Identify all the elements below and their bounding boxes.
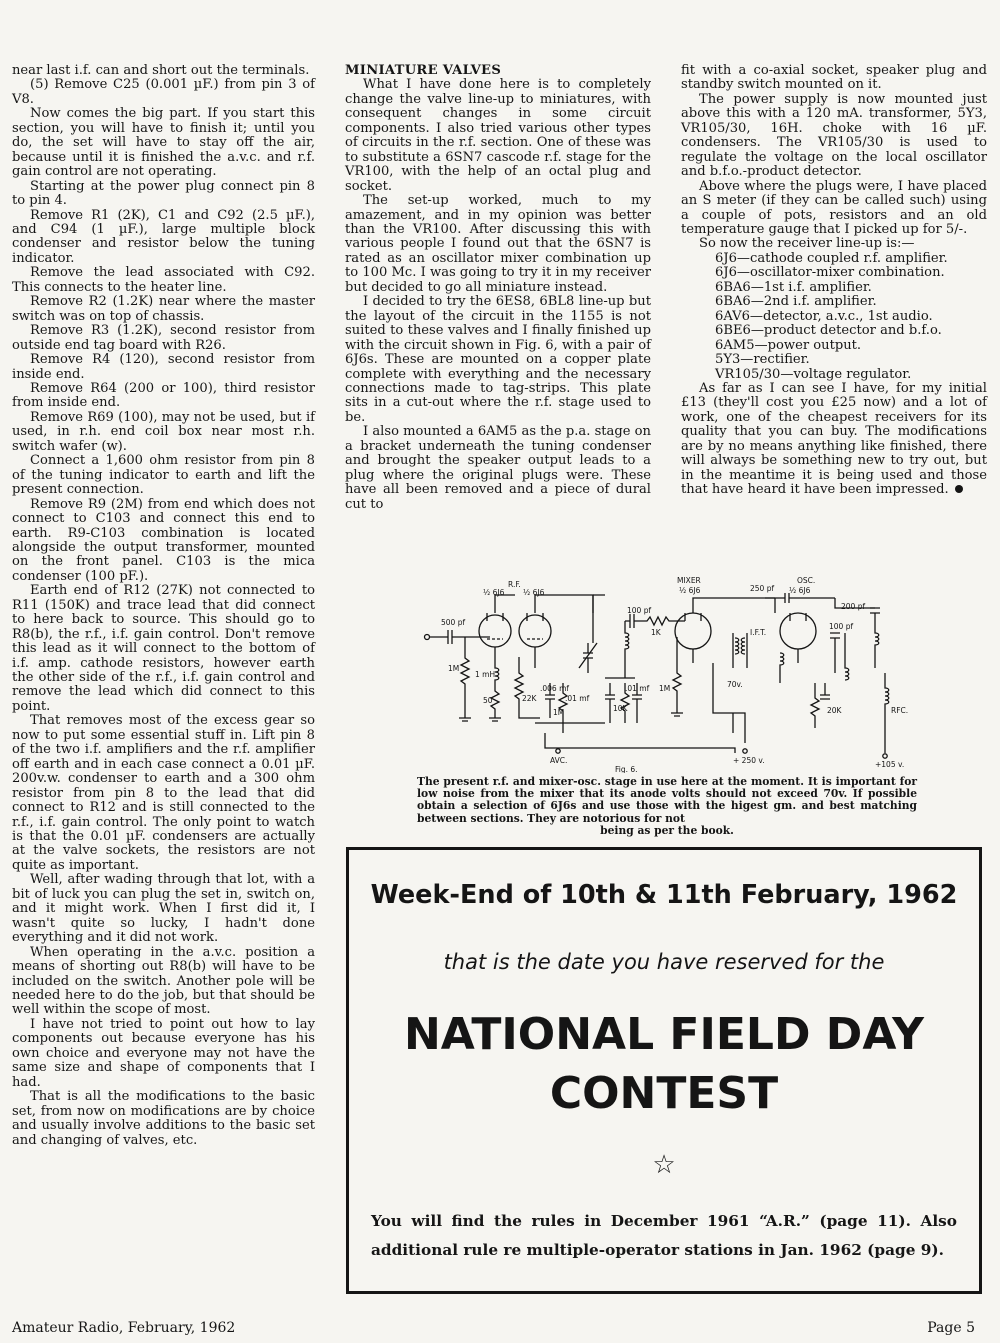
label-c-01a: .01 mf [565,694,590,703]
list-item: VR105/30—voltage regulator. [715,366,912,382]
figure-caption [417,776,917,837]
figure-label: Fig. 6. [615,765,638,773]
label-c-250: 250 pf [750,584,775,593]
page-footer-publication: Amateur Radio, February, 1962 [12,1320,236,1336]
title-line-1: NATIONAL FIELD DAY [403,1009,925,1060]
label-c-200: 200 pf [841,602,866,611]
label-b-105: +105 v. [875,760,905,769]
star-icon: ☆ [652,1150,676,1180]
paragraph: Remove R4 (120), second resistor from inside end. [12,352,315,382]
caption-text: The present r.f. and mixer-osc. stage in use here at the moment. It is important for low noise from the mixer that its anode volts should not exceed 70v. If possible obtain a selection of 6J6s and use those with the higest gm. and best matching between sections. They are notorious for not [417,775,917,825]
label-c-input: 500 pf [441,618,466,627]
paragraph: Remove R2 (1.2K) near where the master switch was on top of chassis. [12,294,315,324]
paragraph: So now the receiver line-up is:— [699,236,915,252]
label-rf-valve-2: ½ 6J6 [523,588,545,597]
label-r-1k: 1K [651,628,661,637]
paragraph: Remove R3 (1.2K), second resistor from outside end tag board with R26. [12,323,315,353]
caption-last-line: being as per the book. [600,823,734,837]
list-item: 5Y3—rectifier. [715,352,810,368]
valve-lineup-list [681,252,987,382]
label-rfc: RFC. [891,706,909,715]
paragraph: I also mounted a 6AM5 as the p.a. stage on a bracket underneath the tuning condenser and brought the speaker output leads to a plug where the original plugs were. These have all been removed and a piece of dural cut to [345,424,651,512]
contest-announcement-box [346,847,982,1294]
label-r-1m-b: 1M [553,708,565,717]
paragraph: I decided to try the 6ES8, 6BL8 line-up but the layout of the circuit in the 1155 is not suited to these valves and I finally finished up with the circuit shown in Fig. 6, with a pair of 6J6s. These are mounted on a copper plate complete with everything and the necessary connections made to tag-strips. This plate sits in a cut-out where the r.f. stage used to be. [345,294,651,425]
section-heading: MINIATURE VALVES [345,63,502,78]
label-b-250: + 250 v. [733,756,765,765]
paragraph: I have not tried to point out how to lay components out because everyone has his own choice and everyone may not have the same size and shape of components that I had. [12,1016,315,1090]
paragraph: Remove the lead associated with C92. This connects to the heater line. [12,265,315,295]
page-number: Page 5 [927,1320,975,1336]
announcement-footer: You will find the rules in December 1961 “A.R.” (page 11). Also additional rule re multiple-operator stations in Jan. 1962 (page 9). [371,1212,957,1259]
label-c-01b: .01 mf [625,684,650,693]
paragraph: Connect a 1,600 ohm resistor from pin 8 of the tuning indicator to earth and lift the present connection. [12,453,315,498]
label-r-22k: 22K [522,694,537,703]
label-mixer-valve: ½ 6J6 [679,586,701,595]
paragraph: Starting at the power plug connect pin 8 to pin 4. [12,178,315,209]
circuit-diagram [415,573,920,773]
paragraph: Remove R9 (2M) from end which does not connect to C103 and connect this end to earth. R9-C103 combination is located alongside the output transformer, mounted on the front panel. C103 is the mica condenser (100 pF.). [12,496,315,584]
paragraph: What I have done here is to completely change the valve line-up to miniatures, with consequent changes in some circuit components. I also tried various other types of circuits in the r.f. section. One of these was to substitute a 6SN7 cascode r.f. stage for the VR100, with the help of an octal plug and socket. [345,77,651,194]
label-r-10k: 10K [613,704,628,713]
article-column-3 [681,64,987,498]
list-item: 6BE6—product detector and b.f.o. [715,323,942,339]
label-r-mixer-grid: 1M [659,684,671,693]
article-column-2 [345,64,651,512]
paragraph: When operating in the a.v.c. position a means of shorting out R8(b) will have to be included on the switch. Another pole will be needed here to do the job, but that should be well within the scope of most. [12,944,315,1018]
label-r-cathode: 50 [483,696,493,705]
end-of-article-bullet [955,485,963,493]
paragraph: That is all the modifications to the basic set, from now on modifications are by choice and usually involve additions to the basic set and changing of valves, etc. [12,1089,315,1148]
paragraph: The set-up worked, much to my amazement, and in my opinion was better than the VR100. After discussing this with various people I found out that the 6SN7 is rated as an oscillator mixer combination up to 100 Mc. I was going to try it in my receiver but decided to go all miniature instead. [345,193,651,295]
label-mixer: MIXER [677,576,701,585]
paragraph: Now comes the big part. If you start this section, you will have to finish it; until you do, the set will have to stay off the air, because until it is finished the a.v.c. and r.f. gain control are not operating. [12,106,315,180]
list-item: 6AM5—power output. [715,337,862,353]
paragraph: Above where the plugs were, I have placed an S meter (if they can be called such) using a couple of pots, resistors and an old temperature gauge that I picked up for 5/-. [681,178,987,237]
paragraph [681,382,987,498]
label-70v: 70v. [727,680,743,689]
list-item: 6J6—cathode coupled r.f. amplifier. [715,250,948,266]
announcement-title [349,1005,979,1123]
paragraph: near last i.f. can and short out the terminals. [12,63,310,78]
paragraph: The power supply is now mounted just above this with a 120 mA. transformer, 5Y3, VR105/30, 16H. choke with 16 µF. condensers. The VR105/30 is used to regulate the voltage on the local oscillator and b.f.o.-product detector. [681,91,987,180]
paragraph: Earth end of R12 (27K) not connected to R11 (150K) and trace lead that did connect to here back to source. This should go to R8(b), the r.f., i.f. gain control. Don't remove this lead as it will connect to the bottom of i.f. amp. cathode resistors, however earth the other side of the r.f., i.f. gain control and remove the lead which did connect to this point. [12,583,315,714]
label-osc: OSC. [797,576,816,585]
article-column-1 [12,64,315,1148]
closing-paragraph-text: As far as I can see I have, for my initial £13 (they'll cost you £25 now) and a lot of work, one of the cheapest receivers for its quality that you can buy. The modifications are by no means anything like finished, there will always be something new to try out, but in the meantime it is being used and those that have heard it have been impressed. [681,380,987,498]
label-r-20k: 20K [827,706,842,715]
label-c-100a: 100 pf [627,606,652,615]
paragraph: Remove R69 (100), may not be used, but if used, in r.h. end coil box near most r.h. switch wafer (w). [12,409,315,454]
label-c-006: .006 mf [540,684,570,693]
paragraph: Remove R64 (200 or 100), third resistor from inside end. [12,380,315,411]
announcement-headline: Week-End of 10th & 11th February, 1962 [370,880,958,910]
label-choke: 1 mH [475,670,496,679]
paragraph: (5) Remove C25 (0.001 µF.) from pin 3 of V8. [12,77,315,107]
list-item: 6BA6—2nd i.f. amplifier. [715,294,877,310]
label-ift: I.F.T. [750,628,767,637]
paragraph: Remove R1 (2K), C1 and C92 (2.5 µF.), and C94 (1 µF.), large multiple block condenser and resistor below the tuning indicator. [12,207,315,266]
announcement-subline: that is the date you have reserved for the [443,950,885,974]
list-item: 6BA6—1st i.f. amplifier. [715,279,872,295]
paragraph: fit with a co-axial socket, speaker plug and standby switch mounted on it. [681,63,987,93]
paragraph: That removes most of the excess gear so now to put some essential stuff in. Lift pin 8 of the two i.f. amplifiers and the r.f. amplifier off earth and in each case connect a 0.01 µF. 200v.w. condenser to earth and a 300 ohm resistor from pin 8 to the lead that did connect to R12 and is still connected to the r.f., i.f. gain control. The only point to watch is that the 0.01 µF. condensers are actually at the valve sockets, the resistors are not quite as important. [12,713,315,873]
title-line-2: CONTEST [549,1068,779,1119]
label-c-100b: 100 pf [829,622,854,631]
paragraph: Well, after wading through that lot, with a bit of luck you can plug the set in, switch on, and it might work. When I first did it, I wasn't quite so lucky, I hadn't done everything and it did not work. [12,872,315,946]
label-osc-valve: ½ 6J6 [789,586,811,595]
label-r-grid: 1M [448,664,460,673]
label-avc: AVC. [550,756,568,765]
list-item: 6AV6—detector, a.v.c., 1st audio. [715,308,933,324]
label-rf: R.F. [508,580,521,589]
list-item: 6J6—oscillator-mixer combination. [715,265,945,281]
label-rf-valve-1: ½ 6J6 [483,588,505,597]
schematic-figure [415,573,920,773]
